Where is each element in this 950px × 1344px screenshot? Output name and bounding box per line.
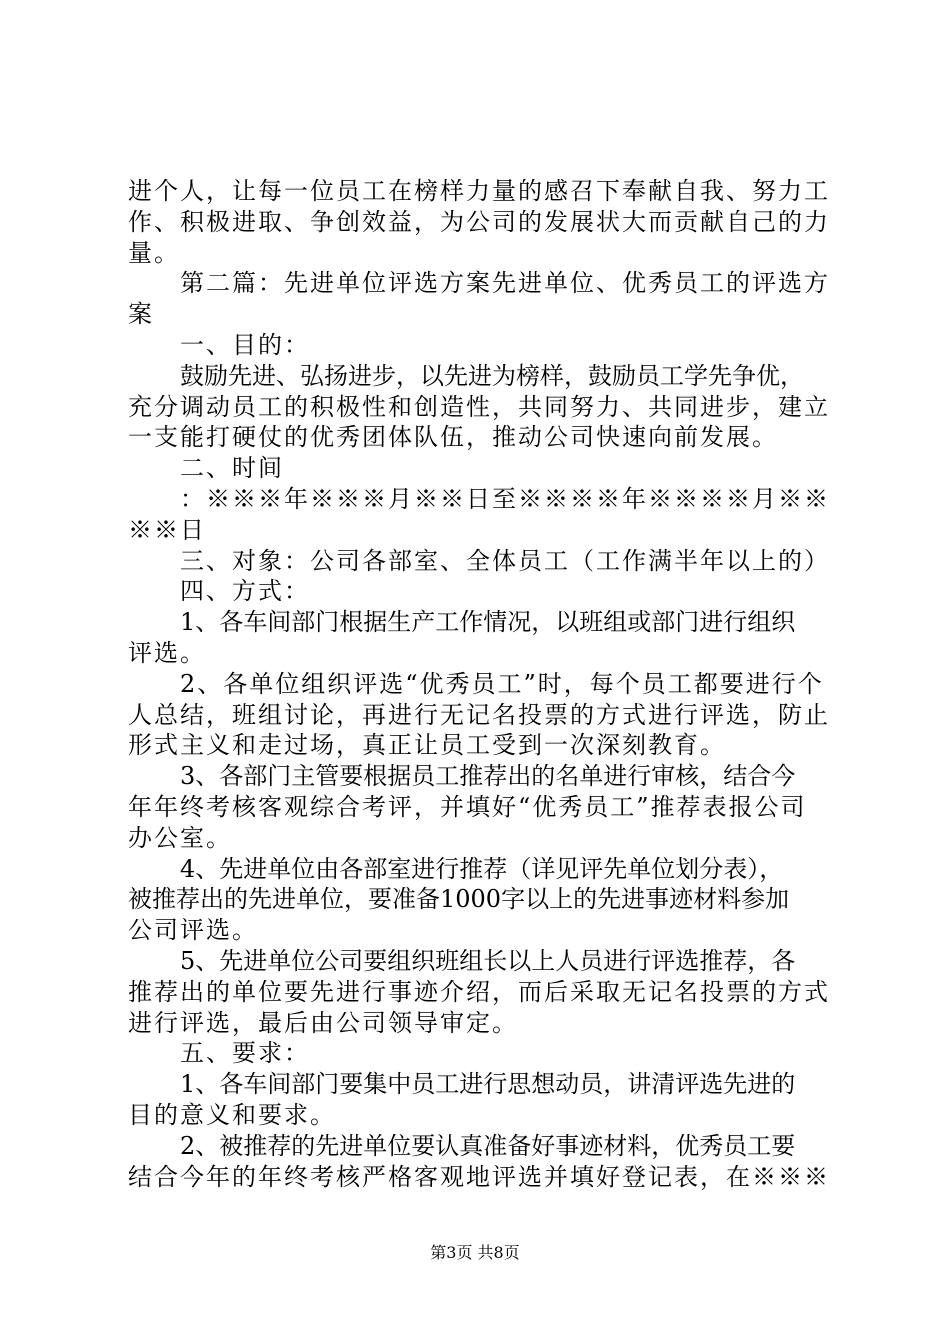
text-line: 1、各车间部门根据生产工作情况，以班组或部门进行组织 [180, 608, 796, 637]
text-line: 第二篇：先进单位评选方案先进单位、优秀员工的评选方 [180, 269, 830, 298]
text-line: 结合今年的年终考核严格客观地评选并填好登记表，在※※※ [128, 1162, 830, 1191]
text-line: 五、要求： [180, 1039, 310, 1068]
text-line: ※※日 [128, 515, 206, 544]
text-line: 案 [128, 300, 154, 329]
text-line: 1、各车间部门要集中员工进行思想动员，讲清评选先进的 [180, 1070, 796, 1099]
text-line: 充分调动员工的积极性和创造性，共同努力、共同进步，建立 [128, 392, 830, 421]
text-line: 二、时间 [180, 454, 284, 483]
text-line: 2、被推荐的先进单位要认真准备好事迹材料，优秀员工要 [180, 1131, 796, 1160]
text-line: 量。 [128, 238, 180, 267]
text-line: ：※※※年※※※月※※日至※※※※年※※※※月※※ [180, 484, 830, 513]
text-line: 办公室。 [128, 823, 232, 852]
text-line: 进行评选，最后由公司领导审定。 [128, 1008, 518, 1037]
page-footer: 第3页 共8页 [430, 1243, 520, 1262]
text-line: 4、先进单位由各部室进行推荐（详见评先单位划分表）， [180, 854, 784, 883]
text-line: 人总结，班组讨论，再进行无记名投票的方式进行评选，防止 [128, 700, 830, 729]
text-line: 一、目的： [180, 330, 310, 359]
text-line: 四、方式： [180, 577, 310, 606]
text-line: 鼓励先进、弘扬进步，以先进为榜样，鼓励员工学先争优， [180, 361, 804, 390]
text-line: 2、各单位组织评选“优秀员工”时，每个员工都要进行个 [180, 669, 824, 698]
text-line: 被推荐出的先进单位，要准备1000字以上的先进事迹材料参加 [128, 885, 790, 914]
text-line: 形式主义和走过场，真正让员工受到一次深刻教育。 [128, 731, 726, 760]
text-line: 作、积极进取、争创效益，为公司的发展状大而贡献自己的力 [128, 207, 830, 236]
text-line: 目的意义和要求。 [128, 1100, 336, 1129]
text-line: 3、各部门主管要根据员工推荐出的名单进行审核，结合今 [180, 762, 796, 791]
text-line: 一支能打硬仗的优秀团体队伍，推动公司快速向前发展。 [128, 423, 778, 452]
text-line: 5、先进单位公司要组织班组长以上人员进行评选推荐，各 [180, 946, 796, 975]
document-body [128, 176, 833, 1192]
text-line: 三、对象：公司各部室、全体员工（工作满半年以上的） [180, 546, 830, 575]
text-line: 推荐出的单位要先进行事迹介绍，而后采取无记名投票的方式 [128, 977, 830, 1006]
text-line: 进个人，让每一位员工在榜样力量的感召下奉献自我、努力工 [128, 177, 830, 205]
text-line: 公司评选。 [128, 916, 258, 945]
text-line: 评选。 [128, 638, 206, 667]
text-line: 年年终考核客观综合考评，并填好“优秀员工”推荐表报公司 [128, 792, 807, 821]
